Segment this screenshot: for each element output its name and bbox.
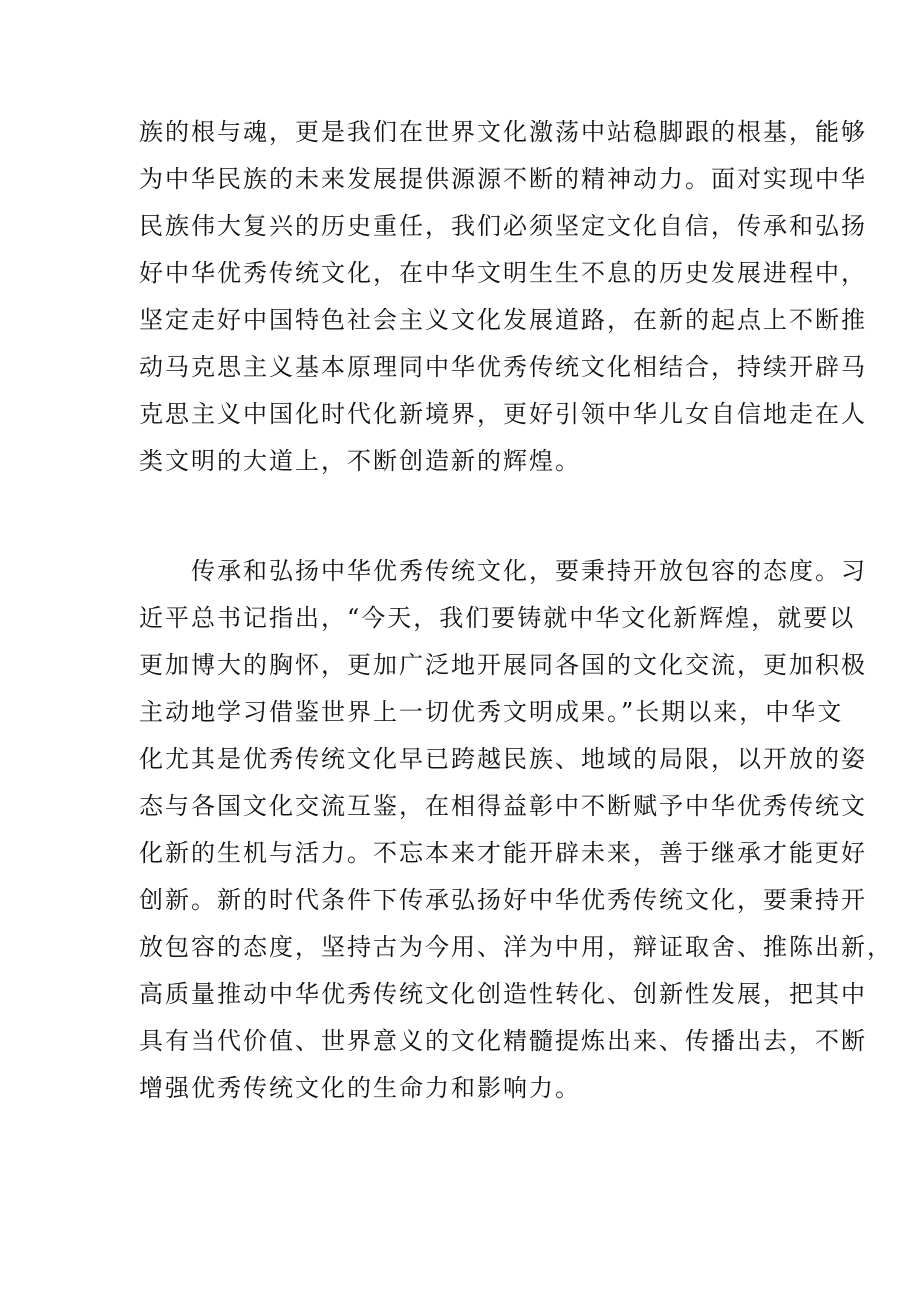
text-line: 克思主义中国化时代化新境界，更好引领中华儿女自信地走在人 <box>139 400 867 428</box>
text-line: 近平总书记指出，“今天，我们要铸就中华文化新辉煌，就要以 <box>139 604 856 632</box>
text-line: 化尤其是优秀传统文化早已跨越民族、地域的局限，以开放的姿 <box>139 745 867 773</box>
text-line: 类文明的大道上，不断创造新的辉煌。 <box>139 447 581 475</box>
text-line: 增强优秀传统文化的生命力和影响力。 <box>139 1074 581 1102</box>
text-line: 高质量推动中华优秀传统文化创造性转化、创新性发展，把其中 <box>139 980 867 1008</box>
paragraph-1 <box>139 109 867 485</box>
text-line: 化新的生机与活力。不忘本来才能开辟未来，善于继承才能更好 <box>139 839 867 867</box>
text-line: 传承和弘扬中华优秀传统文化，要秉持开放包容的态度。习 <box>139 557 867 585</box>
paragraph-2 <box>139 548 893 1112</box>
text-line: 为中华民族的未来发展提供源源不断的精神动力。面对实现中华 <box>139 165 867 193</box>
text-line: 具有当代价值、世界意义的文化精髓提炼出来、传播出去，不断 <box>139 1027 867 1055</box>
text-line: 创新。新的时代条件下传承弘扬好中华优秀传统文化，要秉持开 <box>139 886 867 914</box>
text-line: 族的根与魂，更是我们在世界文化激荡中站稳脚跟的根基，能够 <box>139 118 867 146</box>
text-line: 更加博大的胸怀，更加广泛地开展同各国的文化交流，更加积极 <box>139 651 867 679</box>
text-line: 态与各国文化交流互鉴，在相得益彰中不断赋予中华优秀传统文 <box>139 792 867 820</box>
text-line: 放包容的态度，坚持古为今用、洋为中用，辩证取舍、推陈出新， <box>139 933 893 961</box>
text-line: 坚定走好中国特色社会主义文化发展道路，在新的起点上不断推 <box>139 306 867 334</box>
text-line: 动马克思主义基本原理同中华优秀传统文化相结合，持续开辟马 <box>139 353 867 381</box>
text-line: 好中华优秀传统文化，在中华文明生生不息的历史发展进程中， <box>139 259 867 287</box>
text-line: 主动地学习借鉴世界上一切优秀文明成果。”长期以来，中华文 <box>139 698 844 726</box>
text-line: 民族伟大复兴的历史重任，我们必须坚定文化自信，传承和弘扬 <box>139 212 867 240</box>
